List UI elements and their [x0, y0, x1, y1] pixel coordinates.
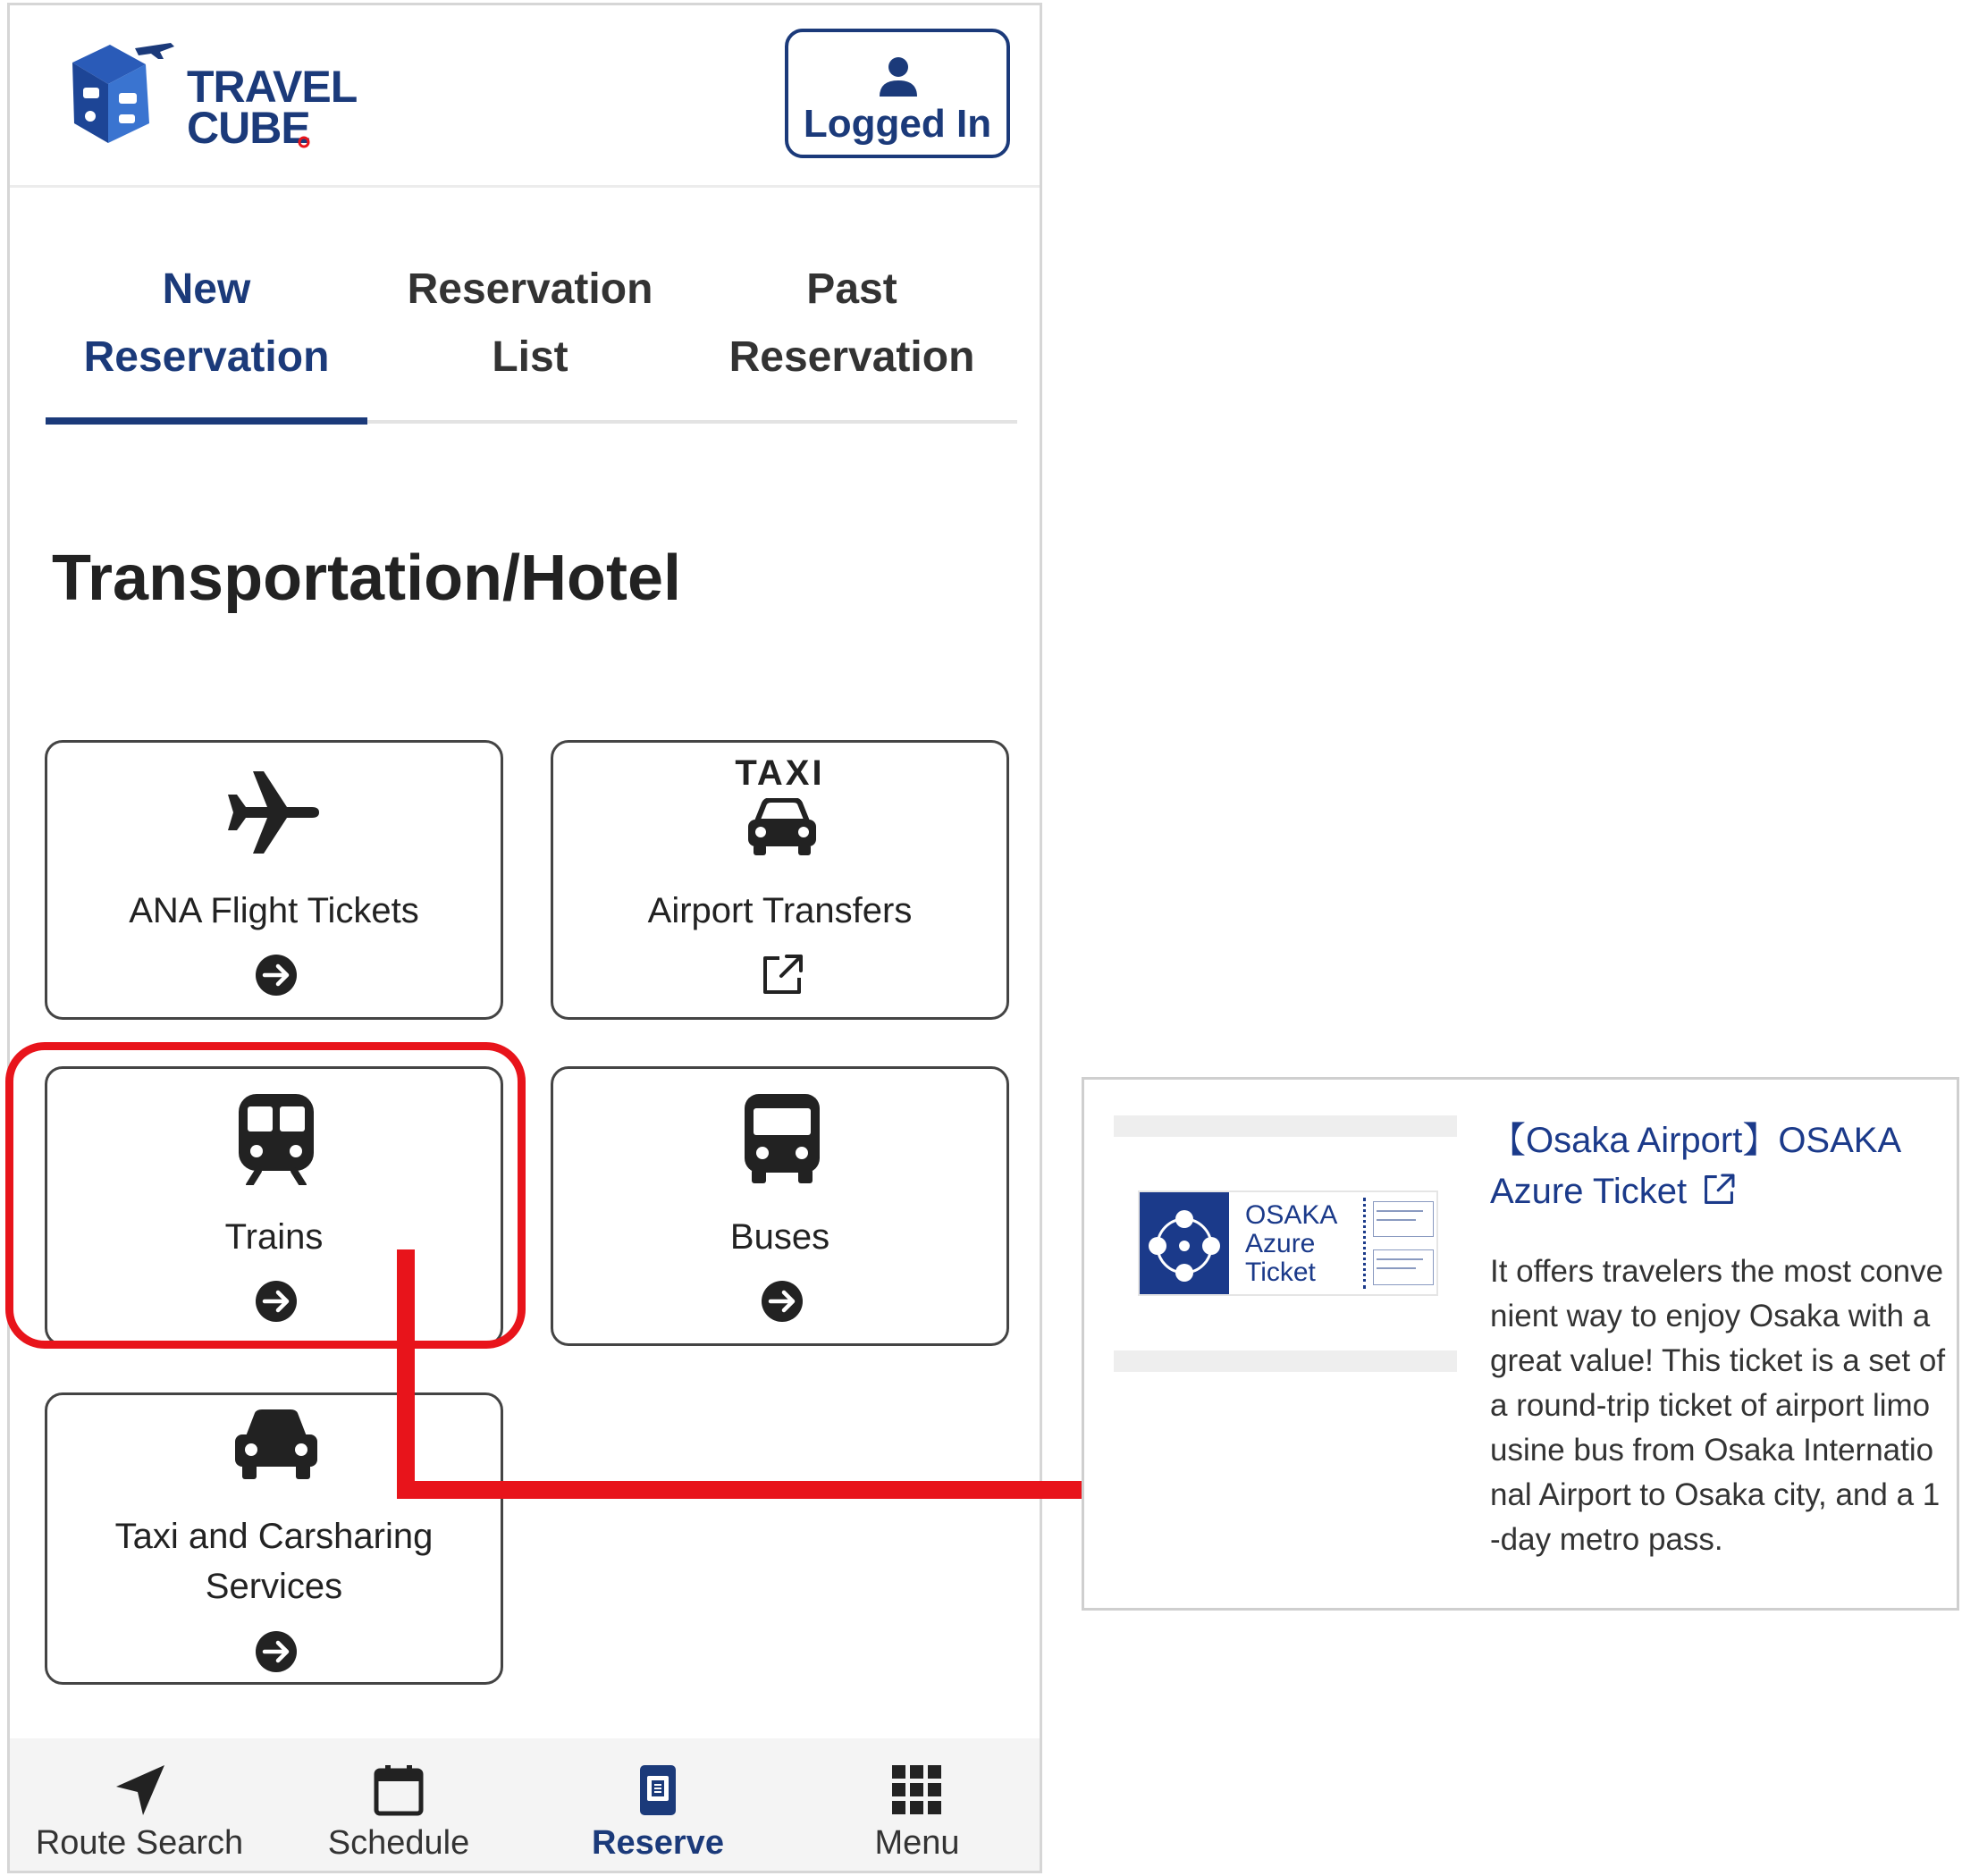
section-title: Transportation/Hotel	[52, 543, 682, 614]
tab-label-line1: New	[162, 265, 251, 313]
taxi-icon	[745, 798, 820, 857]
nav-label: Route Search	[35, 1824, 244, 1862]
logged-in-button[interactable]	[785, 29, 1010, 158]
grid-menu-icon	[890, 1763, 944, 1817]
tab-label-line2: Reservation	[728, 333, 975, 381]
stub-line	[1377, 1210, 1423, 1212]
nav-label: Menu	[874, 1824, 960, 1862]
ticket-title	[1245, 1201, 1337, 1287]
osaka-azure-ticket-panel	[1082, 1077, 1959, 1611]
nav-menu[interactable]	[787, 1738, 1042, 1873]
nav-reserve[interactable]	[528, 1738, 787, 1873]
logo-line-1: TRAVEL	[187, 62, 358, 112]
thumbnail-placeholder-bar	[1114, 1350, 1457, 1372]
calendar-icon	[372, 1763, 425, 1817]
tab-label-line2: List	[492, 333, 568, 381]
ticket-stub	[1363, 1198, 1435, 1289]
bus-icon	[743, 1092, 821, 1185]
buses-card[interactable]	[551, 1066, 1009, 1346]
logo-text	[187, 62, 358, 153]
nav-route-search[interactable]	[10, 1738, 269, 1873]
ticket-line-1: OSAKA	[1245, 1200, 1338, 1230]
stub-line	[1377, 1219, 1416, 1221]
active-tab-indicator	[46, 417, 367, 425]
external-link-icon	[760, 953, 804, 997]
airport-transfers-card[interactable]	[551, 740, 1009, 1020]
nav-schedule[interactable]	[269, 1738, 528, 1873]
stub-line	[1377, 1267, 1416, 1269]
card-label: Airport Transfers	[647, 891, 913, 930]
phone-screen	[7, 3, 1042, 1873]
logged-in-label: Logged In	[803, 102, 992, 146]
tab-reservation-list[interactable]	[369, 256, 691, 425]
ticket-blue-panel	[1140, 1192, 1229, 1294]
stub-line	[1377, 1258, 1423, 1260]
ticket-title-text: 【Osaka Airport】OSAKA Azure Ticket	[1490, 1121, 1899, 1211]
tab-label-line2: Reservation	[83, 333, 330, 381]
ana-flight-tickets-card[interactable]	[45, 740, 503, 1020]
tab-past-reservation[interactable]	[691, 256, 1013, 425]
train-icon	[237, 1092, 316, 1185]
ticket-title-link[interactable]	[1490, 1115, 1946, 1217]
reservation-tabs	[46, 256, 1017, 425]
card-label: ANA Flight Tickets	[129, 891, 419, 930]
travel-cube-logo[interactable]	[63, 36, 358, 161]
navigation-arrow-icon	[113, 1763, 166, 1817]
card-label: Buses	[729, 1217, 830, 1257]
tab-new-reservation[interactable]	[46, 256, 367, 425]
card-label: Trains	[224, 1217, 324, 1257]
arrow-right-circle-icon	[254, 1629, 299, 1674]
tab-label-line1: Reservation	[407, 265, 653, 313]
card-label-line2: Services	[205, 1567, 343, 1606]
person-icon	[878, 55, 919, 97]
ticket-line-2: Azure	[1245, 1229, 1316, 1258]
ticket-line-3: Ticket	[1245, 1258, 1316, 1287]
bottom-navigation	[10, 1738, 1040, 1873]
ticket-route-icon	[1140, 1192, 1229, 1294]
thumbnail-placeholder-bar	[1114, 1115, 1457, 1137]
tab-label-line1: Past	[806, 265, 897, 313]
ticket-image[interactable]	[1138, 1190, 1438, 1296]
logo-line-2: CUBE	[187, 103, 310, 153]
reserve-icon	[631, 1763, 685, 1817]
taxi-carsharing-card[interactable]	[45, 1392, 503, 1685]
car-icon	[233, 1406, 319, 1483]
external-link-icon	[1702, 1173, 1736, 1207]
airplane-icon	[226, 768, 324, 857]
app-header	[10, 5, 1040, 188]
arrow-right-circle-icon	[254, 953, 299, 997]
card-label-line1: Taxi and Carsharing	[114, 1517, 434, 1556]
logo-dot-icon	[298, 136, 310, 148]
trains-card[interactable]	[45, 1066, 503, 1346]
nav-label: Reserve	[592, 1824, 724, 1862]
arrow-right-circle-icon	[254, 1279, 299, 1324]
nav-label: Schedule	[327, 1824, 470, 1862]
ticket-description: It offers travelers the most convenient way to enjoy Osaka with a great value! This ticket is a set of a round-trip ticket of airport limousine bus from Osaka International Airport to Osaka city, and a 1-day metro pass.	[1490, 1254, 1946, 1557]
arrow-right-circle-icon	[760, 1279, 804, 1324]
taxi-sign-text: TAXI	[735, 753, 825, 793]
cube-logo-icon	[63, 36, 189, 161]
